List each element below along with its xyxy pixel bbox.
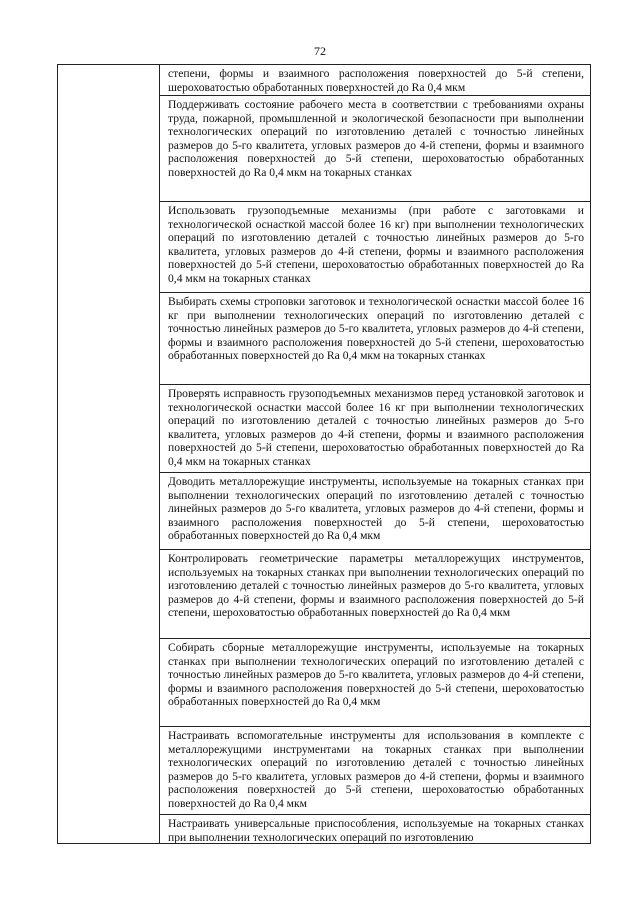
table-row: Настраивать вспомогательные инструменты для использования в комплекте с металлорежущими инструментами на токарных станках при выполнении технологических операций по изготовлению деталей с точностью линейных размеров до 5-го квалитета, угловых размеров до 4-й степени, формы и взаимного расположения поверхностей до 5-й степени, шероховатостью обработанных поверхностей до Ra 0,4 мкм xyxy=(160,727,590,815)
page-number: 72 xyxy=(314,44,326,58)
requirements-column xyxy=(159,64,591,844)
table-row: Проверять исправность грузоподъемных механизмов перед установкой заготовок и технологической оснастки массой более 16 кг при выполнении технологических операций по изготовлению деталей с точностью линейных размеров до 5-го квалитета, угловых размеров до 4-й степени, формы и взаимного расположения поверхностей до 5-й степени, шероховатостью обработанных поверхностей до Ra 0,4 мкм на токарных станках xyxy=(160,385,590,473)
table-row: Собирать сборные металлорежущие инструменты, используемые на токарных станках при выполнении технологических операций по изготовлению деталей с точностью линейных размеров до 5-го квалитета, угловых размеров до 4-й степени, формы и взаимного расположения поверхностей до 5-й степени, шероховатостью обработанных поверхностей до Ra 0,4 мкм xyxy=(160,639,590,727)
table-row: Поддерживать состояние рабочего места в соответствии с требованиями охраны труда, пожарной, промышленной и экологической безопасности при выполнении технологических операций по изготовлению деталей с точностью линейных размеров до 5-го квалитета, угловых размеров до 4-й степени, формы и взаимного расположения поверхностей до 5-й степени, шероховатостью обработанных поверхностей до Ra 0,4 мкм на токарных станках xyxy=(160,96,590,202)
table-row: Настраивать универсальные приспособления, используемые на токарных станках при выполнении технологических операций по изготовлению xyxy=(168,817,584,844)
table-row: Выбирать схемы строповки заготовок и технологической оснастки массой более 16 кг при выполнении технологических операций по изготовлению деталей с точностью линейных размеров до 5-го квалитета, угловых размеров до 4-й степени, формы и взаимного расположения поверхностей до 5-й степени, шероховатостью обработанных поверхностей до Ra 0,4 мкм на токарных станках xyxy=(160,293,590,385)
table-row: Доводить металлорежущие инструменты, используемые на токарных станках при выполнении технологических операций по изготовлению деталей с точностью линейных размеров до 5-го квалитета, угловых размеров до 4-й степени, формы и взаимного расположения поверхностей до 5-й степени, шероховатостью обработанных поверхностей до Ra 0,4 мкм xyxy=(160,473,590,550)
table-row: Использовать грузоподъемные механизмы (при работе с заготовками и технологической оснасткой массой более 16 кг) при выполнении технологических операций по изготовлению деталей с точностью линейных размеров до 5-го квалитета, угловых размеров до 4-й степени, формы и взаимного расположения поверхностей до 5-й степени, шероховатостью обработанных поверхностей до Ra 0,4 мкм на токарных станках xyxy=(160,202,590,293)
table-row: степени, формы и взаимного расположения поверхностей до 5-й степени, шероховатостью обработанных поверхностей до Ra 0,4 мкм xyxy=(160,65,590,96)
table-row: Контролировать геометрические параметры металлорежущих инструментов, используемых на токарных станках при выполнении технологических операций по изготовлению деталей с точностью линейных размеров до 5-го квалитета, угловых размеров до 4-й степени, формы и взаимного расположения поверхностей до 5-й степени, шероховатостью обработанных поверхностей до Ra 0,4 мкм xyxy=(160,550,590,639)
left-column-empty-cell xyxy=(57,64,159,844)
